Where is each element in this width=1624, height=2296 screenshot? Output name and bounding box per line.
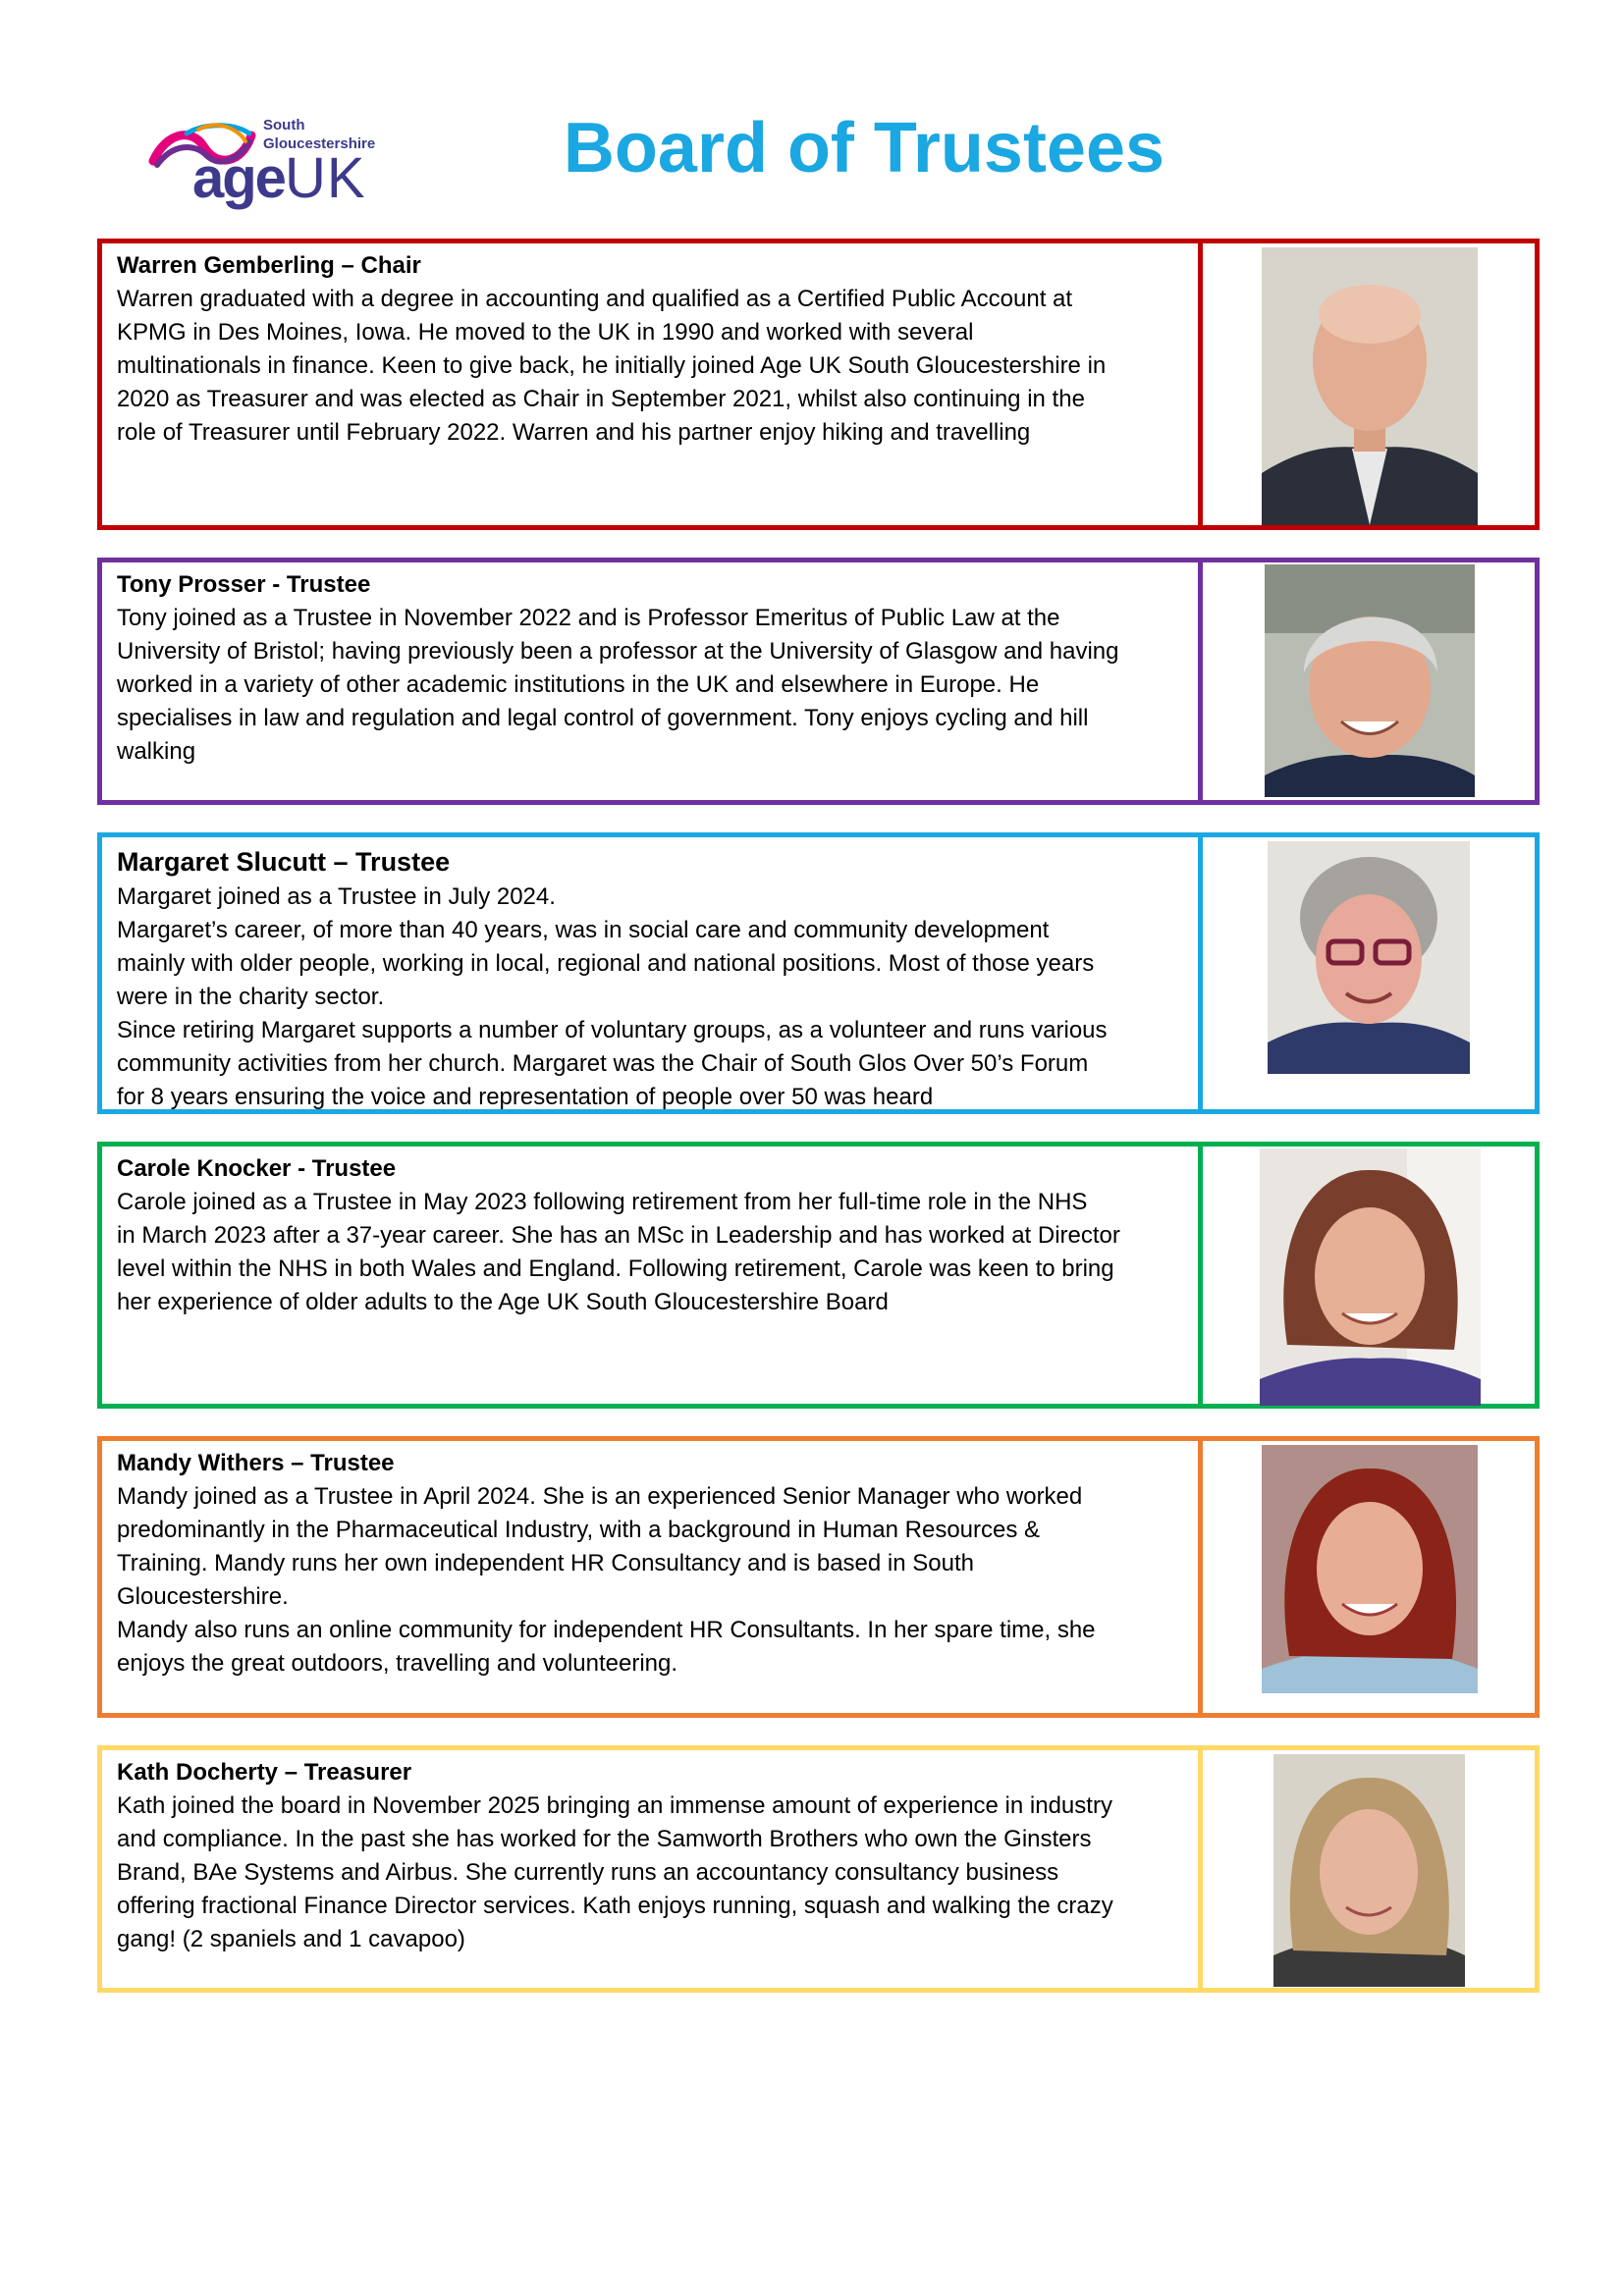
- trustee-card-mandy-withers: [97, 1436, 1540, 1718]
- trustee-text-cell: [102, 1750, 1203, 1988]
- trustee-bio: Mandy joined as a Trustee in April 2024. She is an experienced Senior Manager who worked predominantly in the Pharmaceutical Industry, with a background in Human Resources & Training. Mandy runs her own independent HR Consultancy and is based in South Gloucestershire. Mandy also runs an online community for independent HR Consultants. In her spare time, she enjoys the great outdoors, travelling and volunteering.: [117, 1483, 1096, 1677]
- trustee-photo-cell: [1206, 837, 1535, 1109]
- photo-carole-knocker: [1260, 1148, 1481, 1406]
- logo-word-age: age: [192, 146, 285, 210]
- trustee-photo-cell: [1206, 1147, 1535, 1404]
- trustee-photo-cell: [1206, 1441, 1535, 1713]
- trustee-photo-cell: [1206, 1750, 1535, 1988]
- trustee-text-cell: [102, 243, 1203, 525]
- trustee-photo-cell: [1206, 562, 1535, 800]
- trustee-text-cell: [102, 562, 1203, 800]
- trustee-name: Mandy Withers – Trustee: [117, 1450, 395, 1476]
- trustee-card-margaret-slucutt: [97, 832, 1540, 1114]
- logo-subtitle-line1: South: [263, 117, 305, 133]
- photo-tony-prosser: [1265, 564, 1475, 797]
- trustee-text-cell: [102, 1441, 1203, 1713]
- photo-mandy-withers: [1262, 1445, 1478, 1693]
- photo-warren-gemberling: [1262, 247, 1478, 525]
- trustee-name: Margaret Slucutt – Trustee: [117, 847, 451, 877]
- age-uk-logo: [147, 116, 403, 226]
- trustee-card-kath-docherty: [97, 1745, 1540, 1993]
- page-title: Board of Trustees: [563, 109, 1165, 187]
- trustee-bio: Warren graduated with a degree in accounting and qualified as a Certified Public Account at KPMG in Des Moines, Iowa. He moved to the UK in 1990 and worked with several multinationals in finance. Keen to give back, he initially joined Age UK South Gloucestershire in 2020 as Treasurer and was elected as Chair in September 2021, whilst also continuing in the role of Treasurer until February 2022. Warren and his partner enjoy hiking and travelling: [117, 286, 1107, 446]
- trustee-text-cell: [102, 837, 1203, 1109]
- trustee-photo-cell: [1206, 243, 1535, 525]
- trustee-card-carole-knocker: [97, 1142, 1540, 1409]
- trustee-bio: Margaret joined as a Trustee in July 2024. Margaret’s career, of more than 40 years, was in social care and community development mainly with older people, working in local, regional and national positions. Most of those years were in the charity sector. Since retiring Margaret supports a number of voluntary groups, as a volunteer and runs various community activities from her church. Margaret was the Chair of South Glos Over 50’s Forum for 8 years ensuring the voice and representation of people over 50 was heard: [117, 883, 1108, 1110]
- trustee-name: Tony Prosser - Trustee: [117, 571, 371, 598]
- trustee-name: Warren Gemberling – Chair: [117, 252, 421, 279]
- trustee-bio: Carole joined as a Trustee in May 2023 following retirement from her full-time role in the NHS in March 2023 after a 37-year career. She has an MSc in Leadership and has worked at Director level within the NHS in both Wales and England. Following retirement, Carole was keen to bring her experience of older adults to the Age UK South Gloucestershire Board: [117, 1189, 1120, 1315]
- photo-kath-docherty: [1273, 1754, 1465, 1987]
- trustee-card-tony-prosser: [97, 558, 1540, 805]
- trustee-text-cell: [102, 1147, 1203, 1404]
- trustee-name: Carole Knocker - Trustee: [117, 1155, 397, 1182]
- photo-margaret-slucutt: [1268, 841, 1470, 1074]
- trustee-name: Kath Docherty – Treasurer: [117, 1759, 412, 1786]
- trustee-bio: Tony joined as a Trustee in November 2022 and is Professor Emeritus of Public Law at the University of Bristol; having previously been a professor at the University of Glasgow and having worked in a variety of other academic institutions in the UK and elsewhere in Europe. He specialises in law and regulation and legal control of government. Tony enjoys cycling and hill walking: [117, 605, 1119, 765]
- logo-word-uk: UK: [284, 146, 366, 210]
- trustee-bio: Kath joined the board in November 2025 bringing an immense amount of experience in industry and compliance. In the past she has worked for the Samworth Brothers who own the Ginsters Brand, BAe Systems and Airbus. She currently runs an accountancy consultancy business offering fractional Finance Director services. Kath enjoys running, squash and walking the crazy gang! (2 spaniels and 1 cavapoo): [117, 1792, 1113, 1952]
- logo-subtitle-line2: Gloucestershire: [263, 135, 376, 152]
- trustee-card-warren-gemberling: [97, 239, 1540, 530]
- logo-wordmark: [192, 147, 366, 210]
